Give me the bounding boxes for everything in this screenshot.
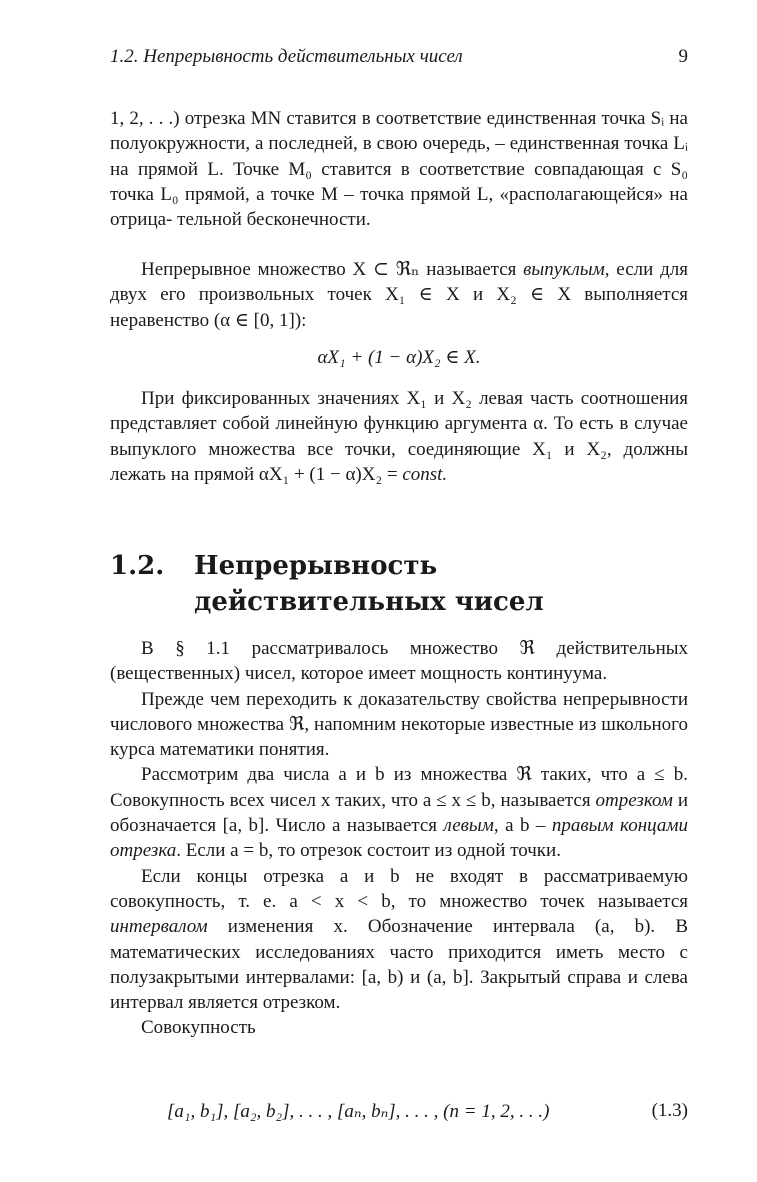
para1-line: тельной бесконечности. xyxy=(177,209,371,231)
para1-line: а точке M – точка прямой L, «располагающейся» на отрица- xyxy=(110,183,688,231)
term-interval: интервалом xyxy=(110,916,208,938)
equation-number: (1.3) xyxy=(651,1100,688,1121)
equation-1-3 xyxy=(110,1100,688,1130)
running-header-title: 1.2. Непрерывность действительных чисел xyxy=(110,46,463,67)
term-segment: отрезком xyxy=(595,789,673,811)
paragraph-convex-definition: Непрерывное множество X ⊂ ℜₙ называется выпуклым, если для двух его произвольных точек X₁ ∈ X и X₂ ∈ X выполняется неравенство (α ∈ [0, 1]): xyxy=(110,259,688,331)
equation-convex: αX₁ + (1 − α)X₂ ∈ X. xyxy=(317,347,481,368)
para1-line: очередь, – единственная точка Lᵢ на прямой L. Точке M₀ xyxy=(110,133,688,180)
section-title: Непрерывность действительных чисел xyxy=(194,551,544,617)
running-header xyxy=(110,46,688,76)
paragraph-continuation xyxy=(110,106,688,232)
paragraph: В § 1.1 рассматривалось множество ℜ действительных (вещественных) чисел, которое имеет мощность континуума. xyxy=(110,638,688,685)
paragraph: Совокупность xyxy=(141,1017,256,1039)
term-left: левым xyxy=(443,815,494,837)
page-number: 9 xyxy=(678,46,688,67)
section-number: 1.2. xyxy=(110,551,165,581)
para1-line: точка Sᵢ на полуокружности, а последней, в свою xyxy=(110,108,688,155)
term-right-ends: правым концами отрезка xyxy=(110,815,688,862)
para1-line: ставится в соответствие совпадающая с S₀ точка L₀ прямой, xyxy=(110,158,688,205)
paragraph-segment-definition: Рассмотрим два числа a и b из множества ℜ таких, что a ≤ b. Совокупность всех чисел x таких, что a ≤ x ≤ b, называется отрезком и обозначается [a, b]. Число a называется левым, а b – правым концами отрезка. Если a = b, то отрезок состоит из одной точки. xyxy=(110,764,688,862)
term-convex: выпуклым xyxy=(523,259,605,280)
paragraph-linear-function: При фиксированных значениях X₁ и X₂ левая часть соотношения представляет собой линейную функцию аргумента α. То есть в случае выпуклого множества все точки, соединяющие X₁ и X₂, должны лежать на прямой αX₁ + (1 − α)X₂ = const. xyxy=(110,388,688,485)
section-body xyxy=(110,636,688,1041)
equation-body: [a₁, b₁], [a₂, b₂], . . . , [aₙ, bₙ], . . . , (n = 1, 2, . . .) xyxy=(167,1101,550,1122)
paragraph-interval-definition: Если концы отрезка a и b не входят в рассматриваемую совокупность, т. е. a < x < b, то множество точек называется интервалом изменения x. Обозначение интервала (a, b). В математических исследованиях часто приходится иметь место с полузакрытыми интервалами: [a, b) и (a, b]. Закрытый справа и слева интервал является отрезком. xyxy=(110,865,688,1014)
paragraph: Прежде чем переходить к доказательству свойства непрерывности числового множества ℜ, напомним некоторые известные из школьного курса математики понятия. xyxy=(110,688,688,761)
const-term: const. xyxy=(402,463,448,485)
para1-line: 1, 2, . . .) отрезка MN ставится в соответствие единственная xyxy=(110,108,597,129)
